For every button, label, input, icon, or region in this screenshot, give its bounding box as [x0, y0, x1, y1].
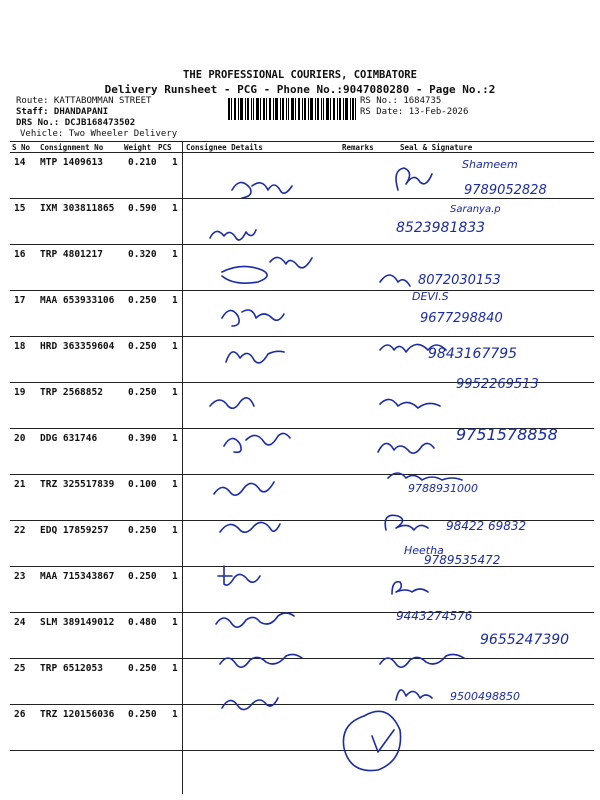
row-consignment-no: IXM 303811865 — [40, 203, 115, 214]
row-separator — [10, 474, 594, 475]
row-consignment-no: TRP 2568852 — [40, 387, 103, 398]
col-consignee: Consignee Details — [186, 143, 263, 152]
seal-phone-21: 9788931000 — [408, 482, 478, 495]
runsheet-subtitle: Delivery Runsheet - PCG - Phone No.:9047080280 - Page No.:2 — [104, 83, 496, 96]
seal-sign-18 — [380, 344, 446, 352]
col-remarks: Remarks — [342, 143, 374, 152]
row-sno: 24 — [14, 617, 26, 628]
row-separator — [10, 290, 594, 291]
seal-phone-16: 8072030153 — [418, 273, 501, 288]
col-weight: Weight — [124, 143, 152, 152]
row-weight: 0.390 — [128, 433, 157, 444]
consignee-sign-18 — [226, 351, 284, 363]
row-pcs: 1 — [172, 387, 178, 398]
row-weight: 0.250 — [128, 709, 157, 720]
row-pcs: 1 — [172, 203, 178, 214]
row-separator — [10, 244, 594, 245]
seal-sign-20 — [378, 443, 434, 453]
drs-label: DRS No.: DCJB168473502 — [16, 118, 136, 128]
seal-phone-22: 98422 69832 — [446, 519, 527, 533]
row-pcs: 1 — [172, 617, 178, 628]
stamp-mark — [343, 711, 400, 770]
row-separator — [10, 336, 594, 337]
seal-phone-15: 8523981833 — [396, 220, 486, 236]
seal-phone-26: 9500498850 — [450, 690, 520, 703]
consignee-sign-25 — [220, 654, 302, 667]
row-sno: 21 — [14, 479, 26, 490]
seal-sign-19 — [380, 399, 440, 408]
row-separator — [10, 566, 594, 567]
row-separator — [10, 382, 594, 383]
row-weight: 0.250 — [128, 663, 157, 674]
seal-phone-19: 9952269513 — [456, 377, 539, 392]
row-separator — [10, 704, 594, 705]
row-pcs: 1 — [172, 157, 178, 168]
row-sno: 15 — [14, 203, 26, 214]
consignee-sign-15 — [210, 230, 256, 240]
row-separator — [10, 612, 594, 613]
row-separator — [10, 658, 594, 659]
consignee-sign-22 — [220, 522, 280, 532]
row-pcs: 1 — [172, 663, 178, 674]
row-weight: 0.250 — [128, 387, 157, 398]
row-pcs: 1 — [172, 525, 178, 536]
rs-date: RS Date: 13-Feb-2026 — [360, 107, 469, 117]
consignee-sign-19 — [210, 398, 254, 408]
row-weight: 0.210 — [128, 157, 157, 168]
header-top-rule — [10, 141, 594, 142]
row-sno: 23 — [14, 571, 26, 582]
barcode — [228, 98, 356, 120]
row-pcs: 1 — [172, 709, 178, 720]
consignee-sign-14 — [232, 182, 292, 198]
row-sno: 17 — [14, 295, 26, 306]
seal-phone-25: 9655247390 — [480, 632, 570, 648]
consignee-sign-21 — [214, 482, 274, 495]
seal-name-23: Heetha — [404, 544, 444, 557]
staff-label: Staff: DHANDAPANI — [16, 107, 109, 117]
row-sno: 14 — [14, 157, 26, 168]
row-weight: 0.250 — [128, 571, 157, 582]
row-separator — [10, 520, 594, 521]
row-separator — [10, 428, 594, 429]
seal-sign-24 — [392, 582, 428, 594]
row-weight: 0.250 — [128, 341, 157, 352]
consignee-sign-24 — [216, 613, 294, 627]
row-sno: 19 — [14, 387, 26, 398]
row-weight: 0.250 — [128, 525, 157, 536]
row-consignment-no: MAA 715343867 — [40, 571, 115, 582]
seal-phone-23: 9789535472 — [424, 553, 501, 567]
seal-sign-14 — [396, 168, 432, 190]
row-pcs: 1 — [172, 433, 178, 444]
row-pcs: 1 — [172, 479, 178, 490]
row-pcs: 1 — [172, 571, 178, 582]
row-consignment-no: MAA 653933106 — [40, 295, 115, 306]
row-separator — [10, 198, 594, 199]
seal-phone-14: 9789052828 — [464, 183, 547, 198]
vehicle-label: Vehicle: Two Wheeler Delivery — [20, 129, 178, 139]
row-sno: 22 — [14, 525, 26, 536]
col-seal: Seal & Signature — [400, 143, 473, 152]
row-consignment-no: EDQ 17859257 — [40, 525, 109, 536]
row-consignment-no: DDG 631746 — [40, 433, 98, 444]
row-consignment-no: SLM 389149012 — [40, 617, 115, 628]
row-consignment-no: MTP 1409613 — [40, 157, 103, 168]
col-sno: S No — [12, 143, 31, 152]
route-label: Route: KATTABOMMAN STREET — [16, 96, 152, 106]
row-consignment-no: TRP 4801217 — [40, 249, 103, 260]
row-consignment-no: HRD 363359604 — [40, 341, 115, 352]
row-weight: 0.100 — [128, 479, 157, 490]
row-pcs: 1 — [172, 249, 178, 260]
seal-name-17: DEVI.S — [412, 290, 449, 303]
row-sno: 16 — [14, 249, 26, 260]
row-sno: 20 — [14, 433, 26, 444]
seal-sign-16 — [380, 275, 410, 286]
row-weight: 0.590 — [128, 203, 157, 214]
seal-phone-18: 9843167795 — [428, 346, 518, 362]
seal-sign-25 — [380, 654, 464, 667]
seal-phone-20: 9751578858 — [456, 425, 558, 444]
row-pcs: 1 — [172, 341, 178, 352]
row-pcs: 1 — [172, 295, 178, 306]
seal-phone-17: 9677298840 — [420, 311, 503, 326]
consignee-sign-20 — [224, 433, 290, 452]
col-pcs: PCS — [158, 143, 172, 152]
row-sno: 18 — [14, 341, 26, 352]
seal-phone-24: 9443274576 — [396, 609, 473, 623]
row-weight: 0.250 — [128, 295, 157, 306]
row-consignment-no: TRZ 120156036 — [40, 709, 115, 720]
seal-name-15: Saranya.p — [450, 204, 501, 215]
seal-name-14: Shameem — [462, 158, 518, 171]
consignee-sign-23 — [218, 566, 260, 585]
seal-sign-22 — [385, 515, 428, 530]
seal-sign-26 — [396, 690, 432, 700]
company-title: THE PROFESSIONAL COURIERS, COIMBATORE — [183, 69, 417, 81]
rs-number: RS No.: 1684735 — [360, 96, 442, 106]
header-bottom-rule — [10, 152, 594, 153]
row-separator — [10, 750, 594, 751]
col-consignment: Consignment No — [40, 143, 104, 152]
row-sno: 26 — [14, 709, 26, 720]
row-consignment-no: TRP 6512053 — [40, 663, 103, 674]
row-consignment-no: TRZ 325517839 — [40, 479, 115, 490]
row-weight: 0.480 — [128, 617, 157, 628]
row-weight: 0.320 — [128, 249, 157, 260]
consignee-sign-16 — [222, 257, 312, 283]
row-sno: 25 — [14, 663, 26, 674]
column-divider — [182, 142, 183, 794]
consignee-sign-17 — [222, 310, 284, 326]
